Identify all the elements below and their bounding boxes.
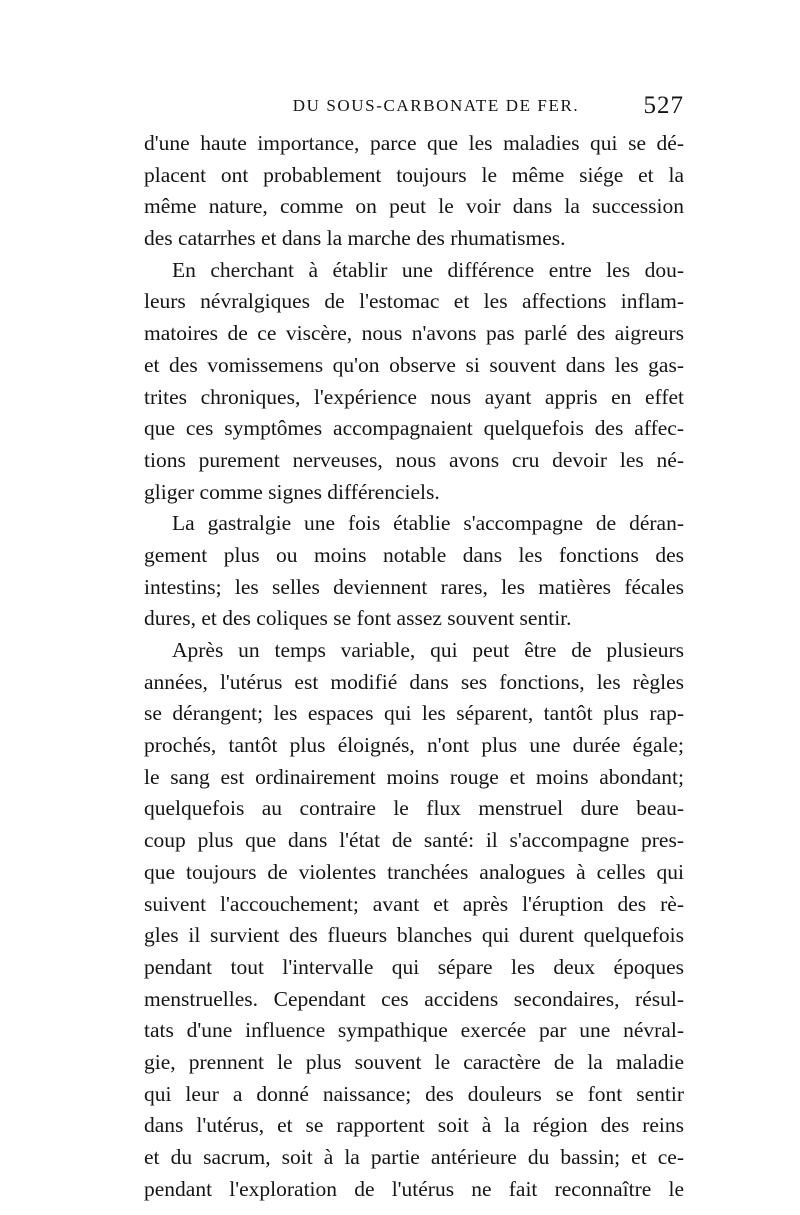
text-line: années, l'utérus est modifié dans ses fonctions, les règles	[144, 669, 684, 694]
text-line: placent ont probablement toujours le même siége et la	[144, 162, 684, 187]
text-line: menstruelles. Cependant ces accidens secondaires, résul-	[144, 986, 684, 1011]
text-line: intestins; les selles deviennent rares, les matières fécales	[144, 574, 684, 599]
text-line: suivent l'accouchement; avant et après l'éruption des rè-	[144, 891, 684, 916]
text-line: En cherchant à établir une différence entre les dou-	[172, 257, 684, 282]
text-line: gliger comme signes différenciels.	[144, 479, 440, 504]
text-line: trites chroniques, l'expérience nous ayant appris en effet	[144, 384, 684, 409]
text-line: pendant l'exploration de l'utérus ne fait reconnaître le	[144, 1176, 684, 1201]
text-line: tats d'une influence sympathique exercée par une névral-	[144, 1018, 684, 1043]
text-line: que ces symptômes accompagnaient quelquefois des affec-	[144, 416, 684, 441]
text-line: prochés, tantôt plus éloignés, n'ont plus une durée égale;	[144, 733, 684, 758]
body-text	[144, 128, 684, 1205]
text-line: coup plus que dans l'état de santé: il s'accompagne pres-	[144, 828, 684, 853]
text-line: qui leur a donné naissance; des douleurs se font sentir	[144, 1081, 684, 1106]
text-line: et des vomissemens qu'on observe si souvent dans les gas-	[144, 352, 684, 377]
text-line: gement plus ou moins notable dans les fonctions des	[144, 542, 684, 567]
text-line: leurs névralgiques de l'estomac et les affections inflam-	[144, 289, 684, 314]
text-line: quelquefois au contraire le flux menstruel dure beau-	[144, 796, 684, 821]
text-line: tions purement nerveuses, nous avons cru devoir les né-	[144, 447, 684, 472]
text-line: même nature, comme on peut le voir dans la succession	[144, 194, 684, 219]
text-line: dans l'utérus, et se rapportent soit à la région des reins	[144, 1113, 684, 1138]
text-line: pendant tout l'intervalle qui sépare les deux époques	[144, 954, 684, 979]
text-line: d'une haute importance, parce que les maladies qui se dé-	[144, 131, 684, 155]
text-line: et du sacrum, soit à la partie antérieure du bassin; et ce-	[144, 1145, 684, 1169]
text-line: le sang est ordinairement moins rouge et moins abondant;	[144, 764, 684, 789]
text-line: La gastralgie une fois établie s'accompagne de déran-	[172, 511, 684, 536]
text-line: se dérangent; les espaces qui les séparent, tantôt plus rap-	[144, 701, 684, 726]
page-number: 527	[643, 92, 684, 119]
text-line: matoires de ce viscère, nous n'avons pas parlé des aigreurs	[144, 321, 684, 346]
running-head	[148, 92, 684, 128]
running-head-title: DU SOUS-CARBONATE DE FER.	[292, 96, 580, 115]
text-line: des catarrhes et dans la marche des rhumatismes.	[144, 226, 566, 251]
text-line: Après un temps variable, qui peut être de plusieurs	[172, 638, 684, 662]
text-line: gie, prennent le plus souvent le caractère de la maladie	[144, 1049, 684, 1074]
text-line: dures, et des coliques se font assez souvent sentir.	[144, 606, 572, 631]
text-line: gles il survient des flueurs blanches qui durent quelquefois	[144, 923, 684, 948]
text-line: que toujours de violentes tranchées analogues à celles qui	[144, 859, 684, 884]
